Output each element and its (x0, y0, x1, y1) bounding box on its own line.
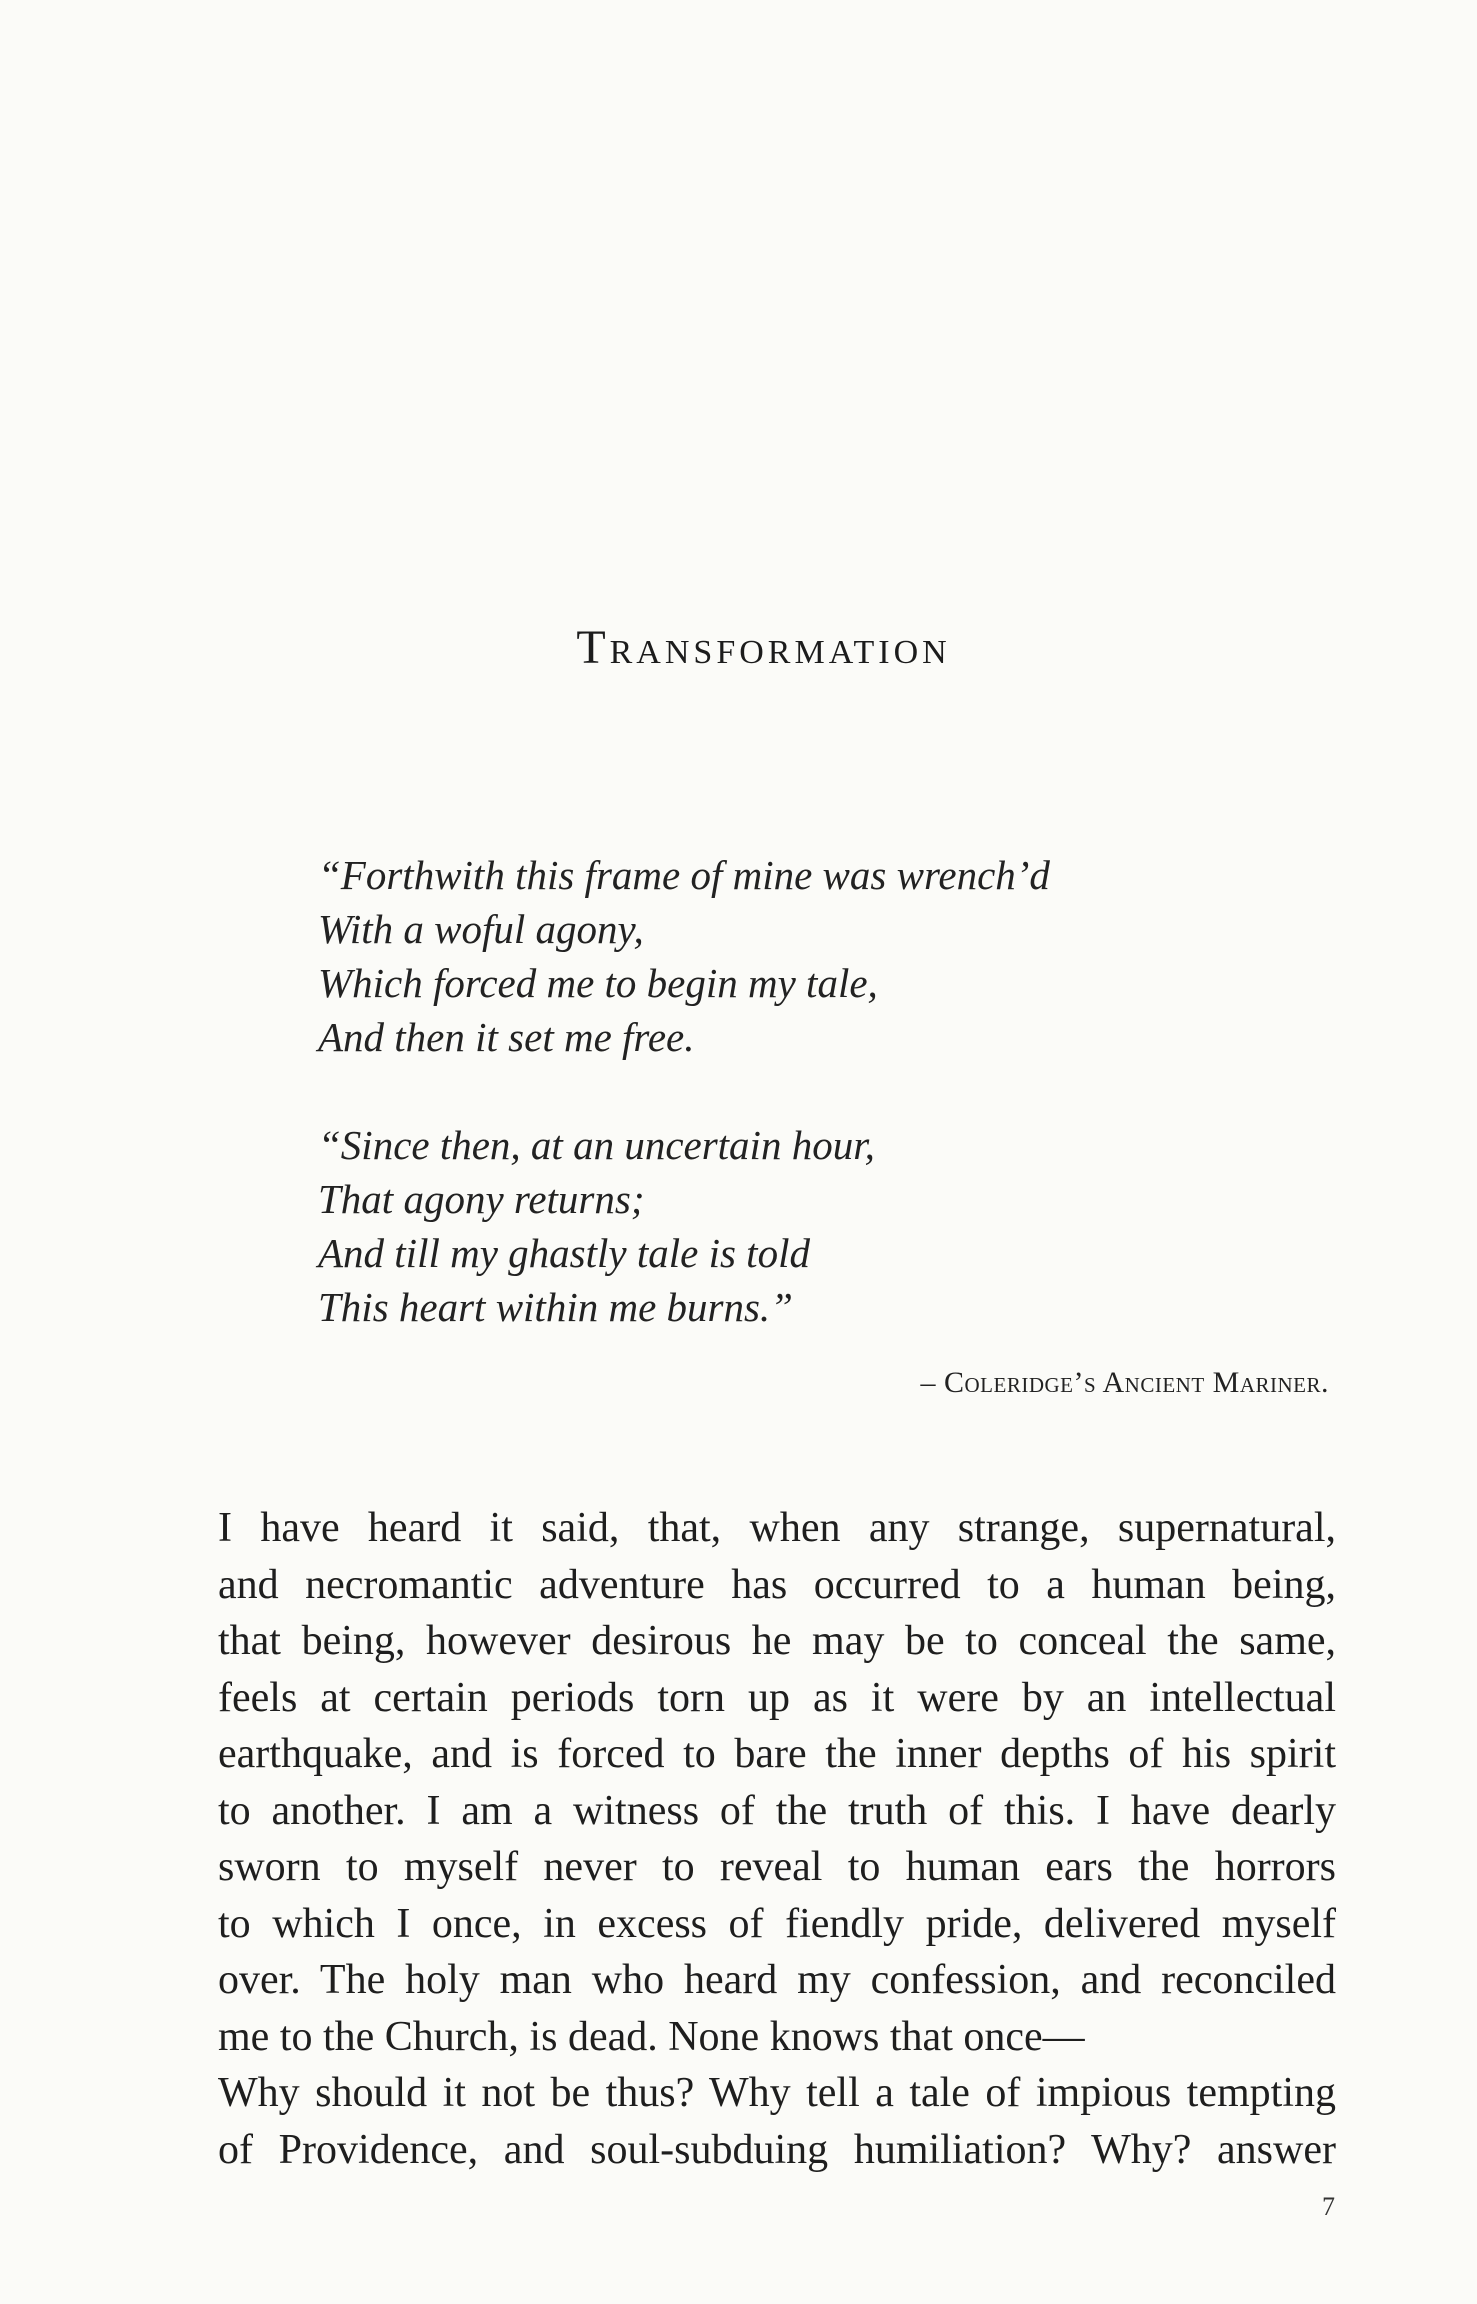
body-line: to which I once, in excess of fiendly pride, delivered myself (218, 1900, 1336, 1947)
epigraph-attribution: – Coleridge’s Ancient Mariner. (920, 1366, 1329, 1399)
verse-line: And then it set me free. (318, 1014, 695, 1060)
body-line: Why should it not be thus? Why tell a tale of impious tempting (218, 2070, 1336, 2116)
verse-line: Which forced me to begin my tale, (318, 960, 878, 1006)
body-line: I have heard it said, that, when any strange, supernatural, (218, 1505, 1336, 1551)
body-line: sworn to myself never to reveal to human ears the horrors (218, 1844, 1336, 1890)
epigraph-stanza (318, 848, 1338, 1064)
chapter-title: Transformation (576, 621, 951, 674)
verse-line: This heart within me burns.” (318, 1284, 793, 1330)
verse-line: “Forthwith this frame of mine was wrench’d (318, 852, 1050, 898)
body-line: feels at certain periods torn up as it were by an intellectual (218, 1674, 1336, 1721)
body-line: that being, however desirous he may be to conceal the same, (218, 1618, 1336, 1664)
body-paragraph (218, 1500, 1336, 2178)
body-line: over. The holy man who heard my confession, and reconciled (218, 1957, 1336, 2003)
epigraph-stanza (318, 1118, 1338, 1334)
body-line: me to the Church, is dead. None knows that once— (218, 2013, 1085, 2060)
verse-line: With a woful agony, (318, 906, 644, 952)
epigraph (318, 848, 1338, 1334)
body-line: and necromantic adventure has occurred to a human being, (218, 1561, 1336, 1608)
body-line: of Providence, and soul-subduing humiliation? Why? answer (218, 2126, 1336, 2173)
body-line: to another. I am a witness of the truth of this. I have dearly (218, 1787, 1336, 1834)
body-line: earthquake, and is forced to bare the inner depths of his spirit (218, 1731, 1336, 1777)
verse-line: And till my ghastly tale is told (318, 1230, 810, 1276)
verse-line: “Since then, at an uncertain hour, (318, 1122, 875, 1168)
verse-line: That agony returns; (318, 1176, 645, 1222)
page-number: 7 (1322, 2192, 1335, 2221)
